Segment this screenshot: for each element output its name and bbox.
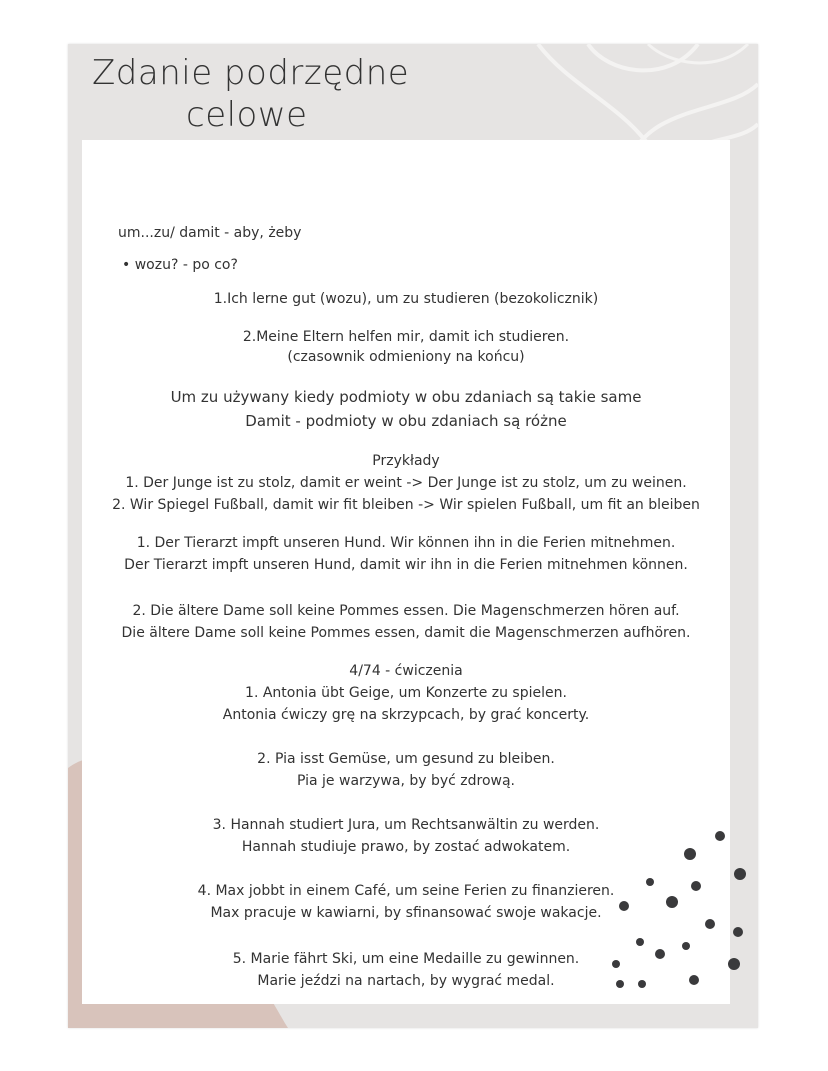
rule-damit: Damit - podmioty w obu zdaniach są różne xyxy=(245,412,567,430)
rule-example-2-note: (czasownik odmieniony na końcu) xyxy=(287,349,525,365)
exercise-1-de: 1. Antonia übt Geige, um Konzerte zu spielen. xyxy=(245,685,567,701)
intro-question: • wozu? - po co? xyxy=(122,257,238,273)
page-title xyxy=(92,52,409,136)
page-title-line-2: celowe xyxy=(186,95,308,135)
exercise-5-pl: Marie jeździ na nartach, by wygrać medal. xyxy=(257,973,555,989)
rule-example-1: 1.Ich lerne gut (wozu), um zu studieren (bezokolicznik) xyxy=(213,291,599,307)
exercise-1-pl: Antonia ćwiczy grę na skrzypcach, by grać koncerty. xyxy=(222,707,590,723)
exercise-2-pl: Pia je warzywa, by być zdrową. xyxy=(296,773,516,789)
example-4b: Die ältere Dame soll keine Pommes essen, damit die Magenschmerzen aufhören. xyxy=(121,625,691,641)
worksheet-page xyxy=(68,44,758,1028)
intro-definition: um...zu/ damit - aby, żeby xyxy=(118,225,302,241)
exercise-2-de: 2. Pia isst Gemüse, um gesund zu bleiben. xyxy=(257,751,555,767)
example-4a: 2. Die ältere Dame soll keine Pommes essen. Die Magenschmerzen hören auf. xyxy=(132,603,680,619)
exercises-heading: 4/74 - ćwiczenia xyxy=(349,663,463,679)
example-2: 2. Wir Spiegel Fußball, damit wir fit bleiben -> Wir spielen Fußball, um fit an bleiben xyxy=(112,497,700,513)
examples-heading: Przykłady xyxy=(372,453,440,469)
exercise-3-de: 3. Hannah studiert Jura, um Rechtsanwältin zu werden. xyxy=(212,817,600,833)
rule-um-zu: Um zu używany kiedy podmioty w obu zdaniach są takie same xyxy=(170,388,642,406)
rule-example-2: 2.Meine Eltern helfen mir, damit ich studieren. xyxy=(242,329,570,345)
exercise-4-de: 4. Max jobbt in einem Café, um seine Ferien zu finanzieren. xyxy=(197,883,615,899)
example-3b: Der Tierarzt impft unseren Hund, damit wir ihn in die Ferien mitnehmen können. xyxy=(124,557,688,573)
decorative-dots-icon xyxy=(68,44,758,1028)
example-3a: 1. Der Tierarzt impft unseren Hund. Wir können ihn in die Ferien mitnehmen. xyxy=(136,535,676,551)
exercise-5-de: 5. Marie fährt Ski, um eine Medaille zu gewinnen. xyxy=(232,951,580,967)
page-title-line-1: Zdanie podrzędne xyxy=(92,53,410,93)
exercise-4-pl: Max pracuje w kawiarni, by sfinansować swoje wakacje. xyxy=(210,905,602,921)
example-1: 1. Der Junge ist zu stolz, damit er weint -> Der Junge ist zu stolz, um zu weinen. xyxy=(125,475,687,491)
exercise-3-pl: Hannah studiuje prawo, by zostać adwokatem. xyxy=(241,839,571,855)
